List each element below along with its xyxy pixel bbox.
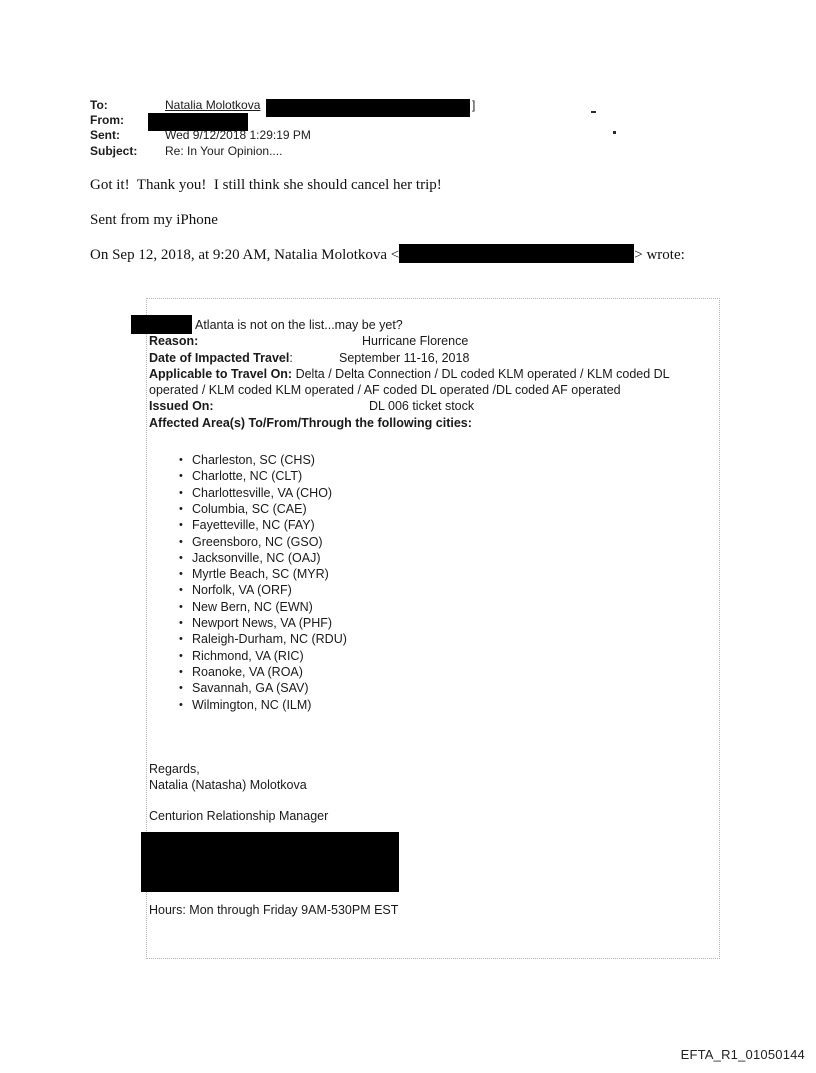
- field-date: [149, 350, 713, 366]
- redaction-bar-to-email: [266, 99, 470, 117]
- city-item: • Charlottesville, VA (CHO): [179, 485, 713, 501]
- advisory-intro-line: [149, 317, 713, 333]
- bates-number: EFTA_R1_01050144: [680, 1047, 805, 1062]
- field-applicable-label: Applicable to Travel On:: [149, 366, 293, 381]
- field-applicable: [149, 366, 713, 399]
- from-label: From:: [90, 113, 124, 127]
- field-applicable-value: Delta / Delta Connection / DL coded KLM operated / KLM coded DL operated / KLM coded KLM operated / AF coded DL operated /DL coded AF operated: [149, 366, 670, 398]
- field-issued-label: Issued On:: [149, 399, 214, 414]
- to-value: Natalia Molotkova: [165, 98, 261, 112]
- city-item: • Myrtle Beach, SC (MYR): [179, 566, 713, 582]
- quoted-advisory-box: [146, 298, 720, 959]
- field-date-colon: :: [289, 350, 293, 365]
- iphone-signature: Sent from my iPhone: [90, 212, 218, 228]
- email-header: [90, 98, 730, 162]
- field-date-value: September 11-16, 2018: [339, 350, 470, 365]
- signature-hours: Hours: Mon through Friday 9AM-530PM EST: [149, 902, 399, 917]
- field-issued: [149, 398, 713, 414]
- city-item: • Norfolk, VA (ORF): [179, 582, 713, 598]
- city-item: • Wilmington, NC (ILM): [179, 697, 713, 713]
- sent-value: Wed 9/12/2018 1:29:19 PM: [165, 128, 311, 142]
- to-value-suffix: ]: [472, 98, 476, 112]
- affected-areas-heading: Affected Area(s) To/From/Through the following cities:: [149, 415, 472, 430]
- scan-speck: [591, 111, 596, 113]
- advisory-intro-text: Atlanta is not on the list...may be yet?: [195, 318, 403, 332]
- city-item: • Charleston, SC (CHS): [179, 452, 713, 468]
- quote-intro-prefix: On Sep 12, 2018, at 9:20 AM, Natalia Molotkova <: [90, 247, 400, 263]
- signature-name: Natalia (Natasha) Molotkova: [149, 778, 307, 793]
- city-item: • Raleigh-Durham, NC (RDU): [179, 631, 713, 647]
- city-item: • Newport News, VA (PHF): [179, 615, 713, 631]
- to-label: To:: [90, 98, 108, 112]
- redaction-block-contact-info: [141, 832, 399, 892]
- city-item: • Fayetteville, NC (FAY): [179, 517, 713, 533]
- field-issued-value: DL 006 ticket stock: [369, 399, 475, 414]
- city-item: • Greensboro, NC (GSO): [179, 534, 713, 550]
- signature-regards: Regards,: [149, 761, 200, 776]
- city-item: • Roanoke, VA (ROA): [179, 664, 713, 680]
- city-item: • Richmond, VA (RIC): [179, 648, 713, 664]
- scan-speck: [613, 131, 616, 134]
- field-date-label: Date of Impacted Travel: [149, 350, 290, 365]
- city-item: • Charlotte, NC (CLT): [179, 468, 713, 484]
- affected-cities-list: [149, 452, 713, 713]
- signature-title: Centurion Relationship Manager: [149, 809, 329, 824]
- field-reason-value: Hurricane Florence: [362, 334, 469, 349]
- quote-intro-line: [90, 244, 790, 264]
- field-reason: [149, 333, 713, 349]
- sent-label: Sent:: [90, 128, 120, 142]
- field-reason-label: Reason:: [149, 334, 199, 349]
- redaction-bar-name: [131, 315, 192, 334]
- city-item: • Savannah, GA (SAV): [179, 680, 713, 696]
- city-item: • New Bern, NC (EWN): [179, 599, 713, 615]
- subject-label: Subject:: [90, 144, 138, 158]
- redaction-bar-quoted-email: [399, 244, 634, 263]
- quote-intro-suffix: > wrote:: [634, 247, 685, 263]
- signature-block: [149, 761, 713, 918]
- subject-value: Re: In Your Opinion....: [165, 144, 283, 158]
- city-item: • Columbia, SC (CAE): [179, 501, 713, 517]
- city-item: • Jacksonville, NC (OAJ): [179, 550, 713, 566]
- body-paragraph: Got it! Thank you! I still think she should cancel her trip!: [90, 177, 442, 193]
